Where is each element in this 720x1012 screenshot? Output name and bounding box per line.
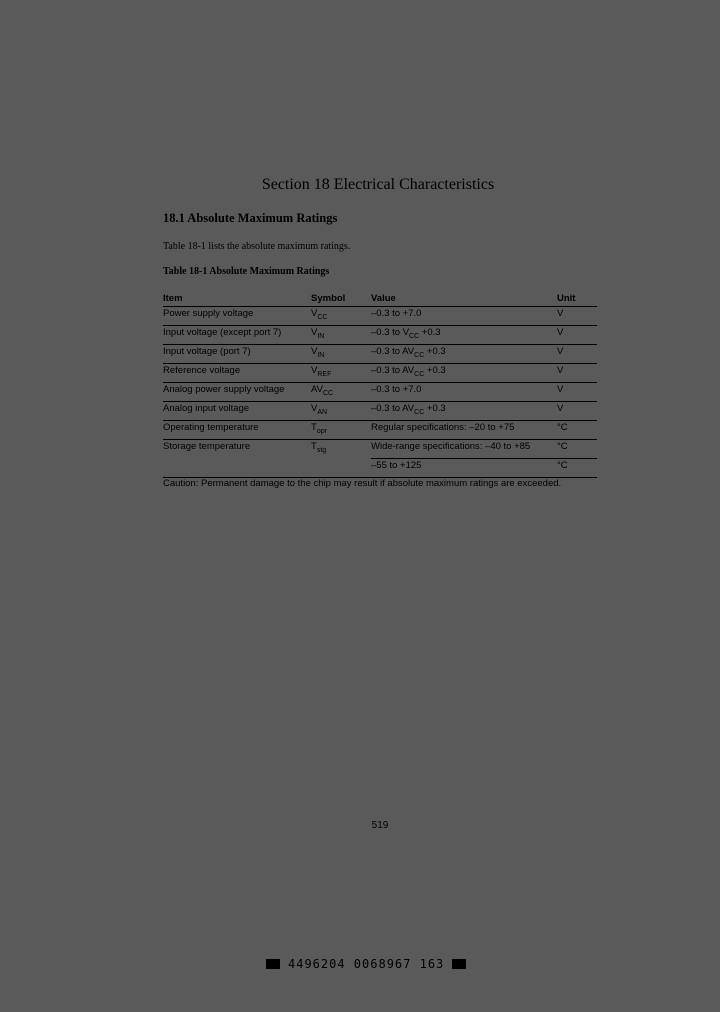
barcode-block-right	[452, 959, 466, 969]
cell-item: Input voltage (except port 7)	[163, 326, 311, 345]
cell-symbol: $T_{stg}$	[311, 441, 327, 454]
cell-item: Analog input voltage	[163, 402, 311, 421]
cell-item: Power supply voltage	[163, 307, 311, 326]
barcode-block-left	[266, 959, 280, 969]
cell-value: –0.3 to $AV_{CC} +0.3$	[371, 364, 557, 383]
cell-unit: V	[557, 402, 597, 421]
cell-item: Operating temperature	[163, 421, 311, 440]
cell-unit: V	[557, 326, 597, 345]
header-unit: Unit	[557, 288, 597, 307]
page-number: 519	[371, 820, 389, 831]
cell-value: –0.3 to +7.0	[371, 307, 557, 326]
cell-unit: °C	[557, 459, 597, 478]
barcode	[266, 957, 466, 971]
barcode-text: 4496204 0068967 163	[288, 957, 445, 971]
table-row	[163, 326, 597, 345]
cell-item	[163, 459, 311, 478]
cell-value: –0.3 to +7.0	[371, 383, 557, 402]
table-row	[163, 345, 597, 364]
cell-symbol: $V_{REF}$	[311, 364, 371, 383]
cell-symbol	[311, 459, 371, 478]
subsection-title: 18.1 Absolute Maximum Ratings	[163, 211, 338, 225]
absolute-maximum-ratings-table	[163, 288, 597, 478]
cell-unit: V	[557, 383, 597, 402]
cell-item: Input voltage (port 7)	[163, 345, 311, 364]
table-row	[163, 402, 597, 421]
section-title: Section 18 Electrical Characteristics	[261, 176, 495, 193]
caution-note: Caution: Permanent damage to the chip may result if absolute maximum ratings are exceeded.	[163, 478, 562, 489]
cell-value: Wide-range specifications: –40 to +85	[371, 440, 557, 459]
table-row	[163, 307, 597, 326]
table-row	[163, 421, 597, 440]
cell-symbol: $V_{CC}$	[311, 307, 371, 326]
header-value: Value	[371, 288, 557, 307]
cell-symbol: $V_{AN}$	[311, 402, 371, 421]
table-row	[163, 364, 597, 383]
cell-value: –0.3 to $AV_{CC} +0.3$	[371, 345, 557, 364]
cell-unit: V	[557, 345, 597, 364]
cell-symbol: $T_{opr}$	[311, 421, 371, 440]
cell-value: –55 to +125	[371, 459, 557, 478]
intro-text: Table 18-1 lists the absolute maximum ratings.	[163, 241, 351, 252]
cell-symbol: $AV_{CC}$	[311, 383, 371, 402]
table-row	[163, 383, 597, 402]
cell-unit: °C	[557, 421, 597, 440]
header-symbol: Symbol	[311, 288, 371, 307]
cell-item: Storage temperature	[163, 441, 251, 452]
table-header-row	[163, 288, 597, 307]
cell-unit: V	[557, 307, 597, 326]
table-row	[163, 440, 597, 459]
cell-value: –0.3 to $AV_{CC} +0.3$	[371, 402, 557, 421]
cell-item: Reference voltage	[163, 364, 311, 383]
table-row	[163, 459, 597, 478]
table-caption: Table 18-1 Absolute Maximum Ratings	[163, 266, 330, 277]
cell-value: –0.3 to $V_{CC} +0.3$	[371, 326, 557, 345]
cell-unit: V	[557, 364, 597, 383]
cell-item: Analog power supply voltage	[163, 383, 311, 402]
header-item: Item	[163, 288, 311, 307]
cell-symbol: $V_{IN}$	[311, 326, 371, 345]
cell-symbol: $V_{IN}$	[311, 345, 371, 364]
cell-value: Regular specifications: –20 to +75	[371, 421, 557, 440]
cell-unit: °C	[557, 440, 597, 459]
